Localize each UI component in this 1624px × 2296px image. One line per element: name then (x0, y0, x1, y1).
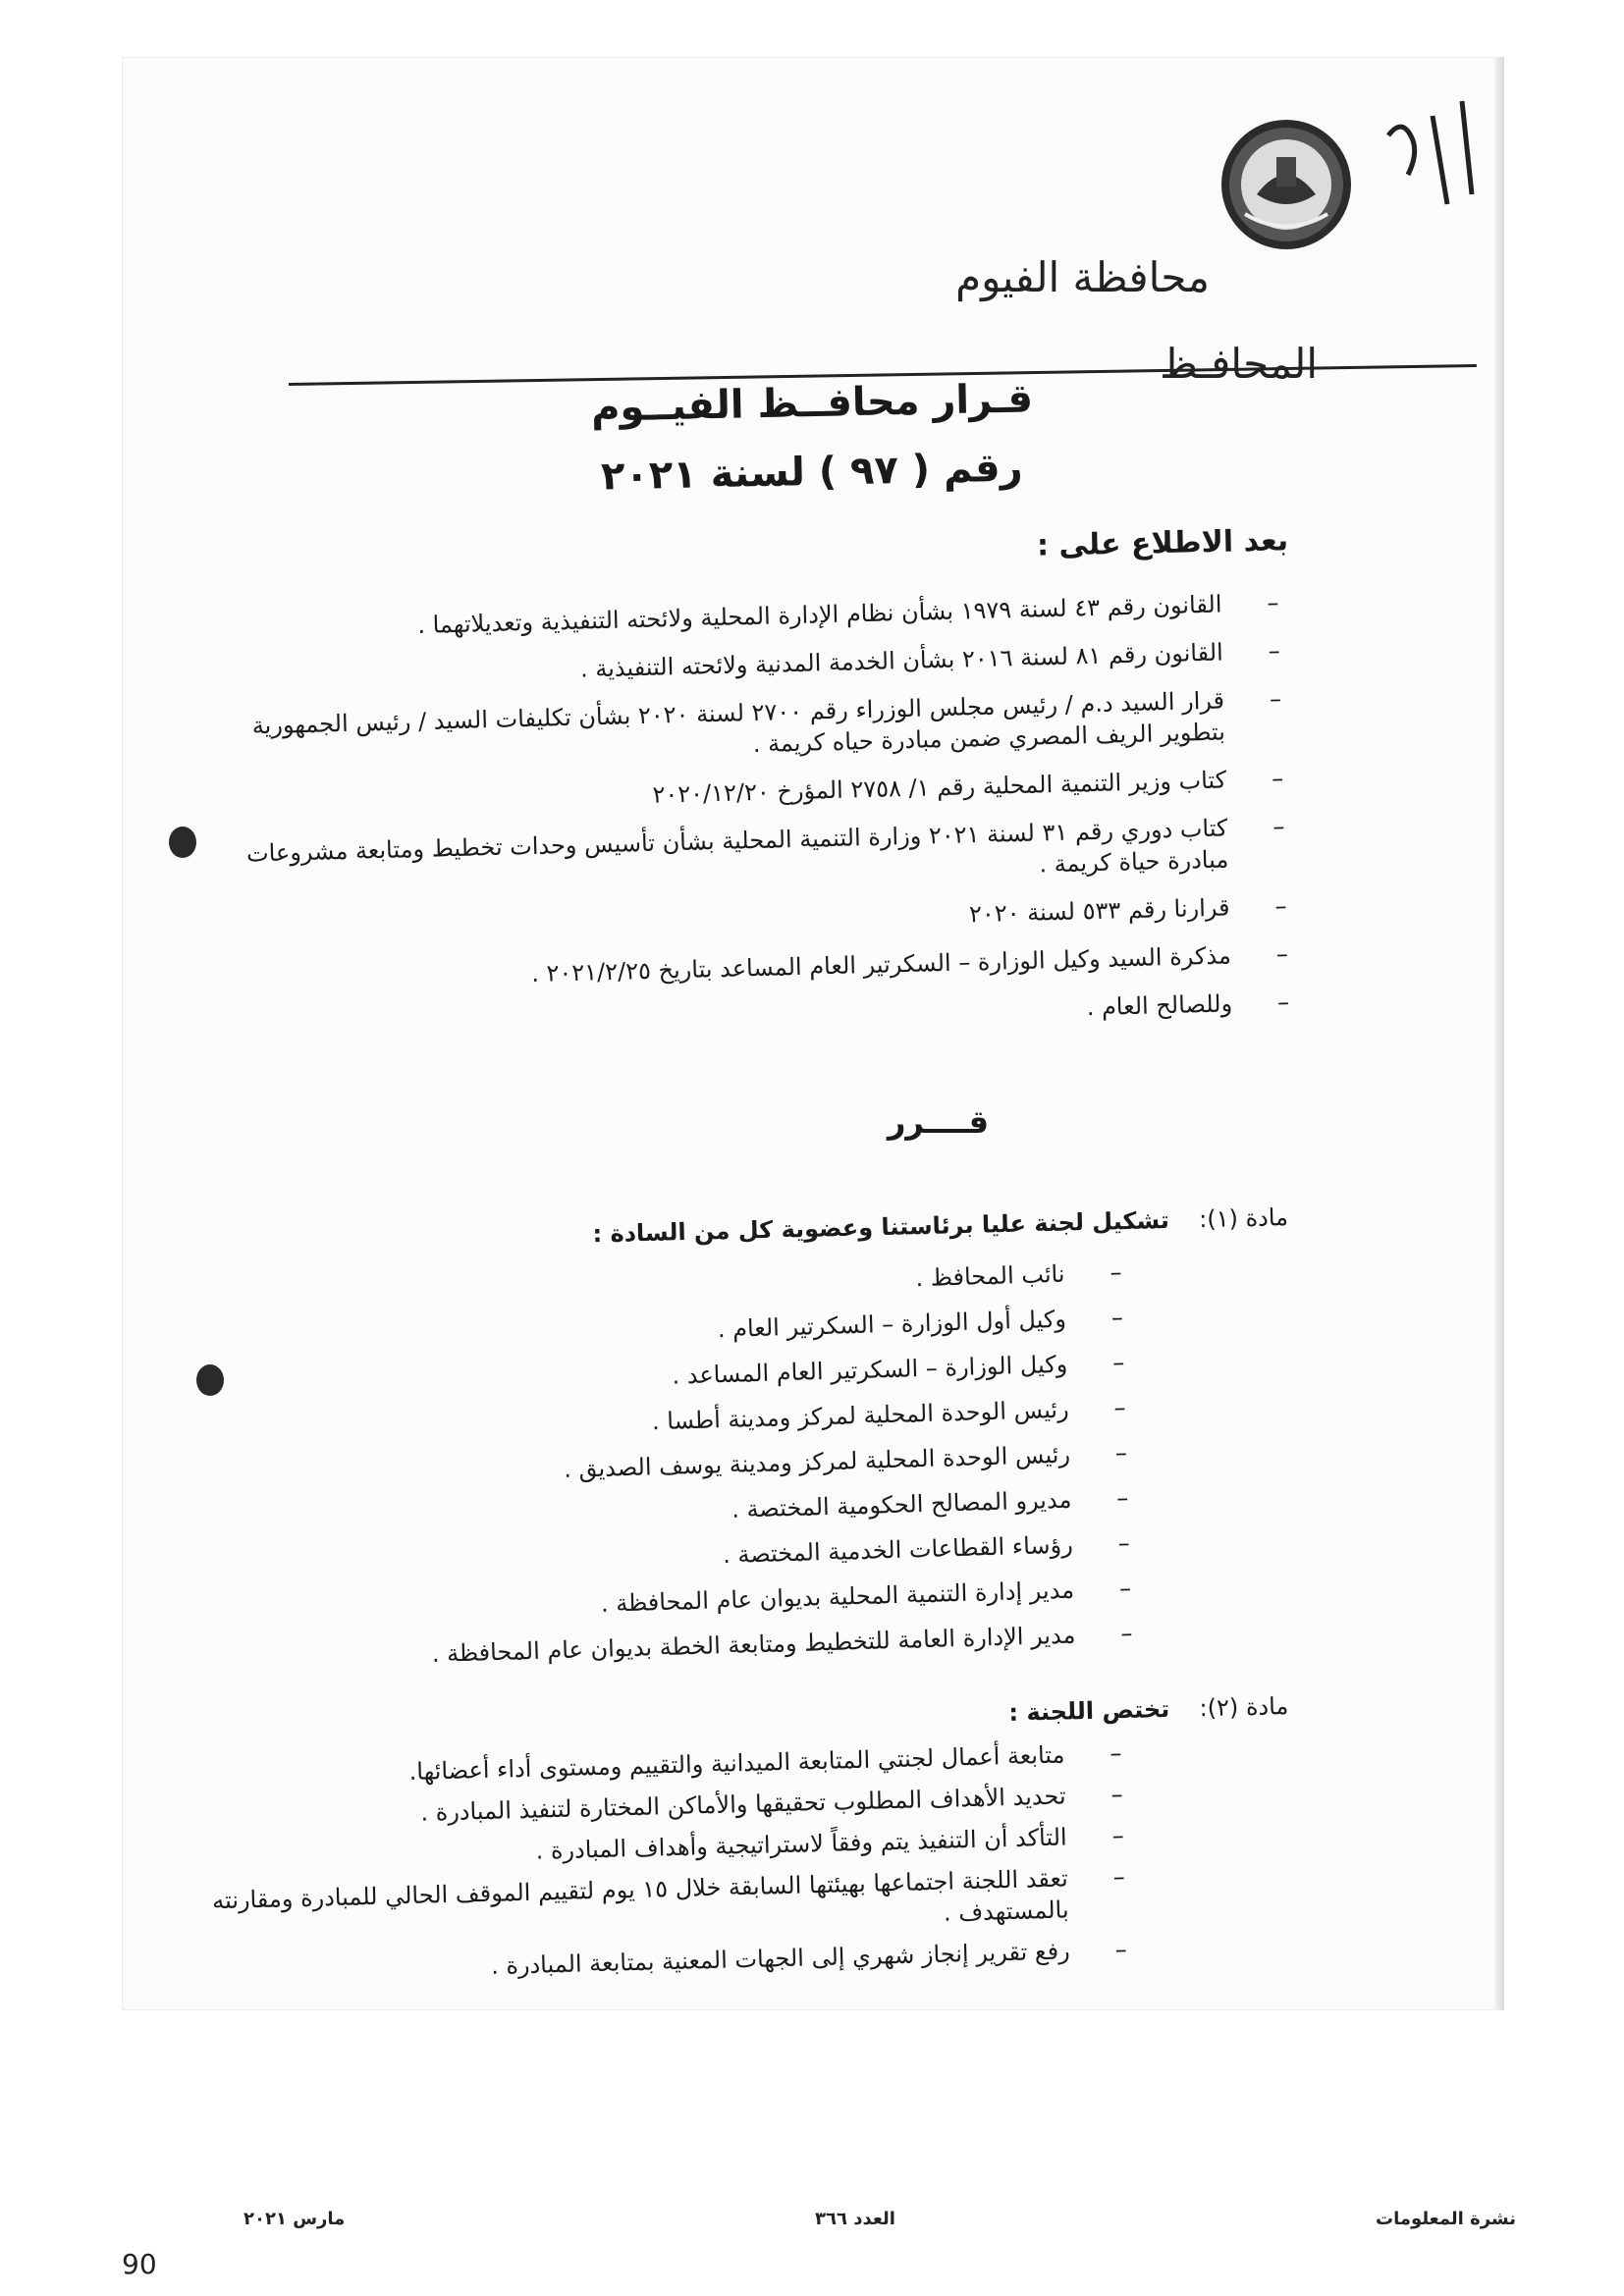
list-item: – التأكد أن التنفيذ يتم وفقاً لاستراتيجية وأهداف المبادرة . (535, 1821, 1124, 1865)
decision-heading: قــــرر (888, 1103, 990, 1141)
references-list (179, 587, 1290, 1063)
binder-hole-icon (196, 1364, 224, 1396)
duty-text: رفع تقرير إنجاز شهري إلى الجهات المعنية بمتابعة المبادرة . (490, 1937, 1071, 1980)
reference-text: مذكرة السيد وكيل الوزارة – السكرتير العام المساعد بتاريخ ٢٠٢١/٢/٢٥ . (530, 941, 1232, 988)
member-text: رئيس الوحدة المحلية لمركز ومدينة يوسف الصديق . (563, 1440, 1071, 1483)
list-item: – رؤساء القطاعات الخدمية المختصة . (722, 1528, 1131, 1570)
list-item: – متابعة أعمال لجنتي المتابعة الميدانية والتقييم ومستوى أداء أعضائها. (408, 1738, 1122, 1786)
list-item: – مدير إدارة التنمية المحلية بديوان عام المحافظة . (600, 1574, 1132, 1618)
footer-date: مارس ٢٠٢١ (244, 2209, 346, 2229)
member-text: وكيل الوزارة – السكرتير العام المساعد . (672, 1350, 1068, 1390)
scanned-document (122, 57, 1504, 2010)
list-item: – مذكرة السيد وكيل الوزارة – السكرتير العام المساعد بتاريخ ٢٠٢١/٢/٢٥ . (530, 939, 1289, 988)
article-1-label: مادة (١): (1199, 1203, 1289, 1234)
reference-text: قرار السيد د.م / رئيس مجلس الوزراء رقم ٢٧٠٠ لسنة ٢٠٢٠ بشأن تكليفات السيد / رئيس الجمهورية بتطوير الريف المصري ضمن مبادرة حياه كريمة . (251, 686, 1226, 759)
list-item: – نائب المحافظ . (915, 1257, 1122, 1293)
list-item: – رفع تقرير إنجاز شهري إلى الجهات المعنية بمتابعة المبادرة . (490, 1935, 1128, 1980)
duty-text: متابعة أعمال لجنتي المتابعة الميدانية والتقييم ومستوى أداء أعضائها. (408, 1740, 1065, 1786)
reference-text: وللصالح العام . (1086, 989, 1233, 1022)
list-item: – وكيل الوزارة – السكرتير العام المساعد . (672, 1348, 1125, 1390)
binder-hole-icon (169, 827, 196, 858)
scan-edge-shadow (1494, 57, 1504, 2010)
committee-members-list (238, 1256, 1133, 1689)
list-item: – مدير الإدارة العامة للتخطيط ومتابعة الخطة بديوان عام المحافظة . (431, 1619, 1133, 1669)
handwritten-mark-icon (1379, 96, 1487, 243)
member-text: رؤساء القطاعات الخدمية المختصة . (722, 1530, 1074, 1570)
reference-text: القانون رقم ٤٣ لسنة ١٩٧٩ بشأن نظام الإدارة المحلية ولائحته التنفيذية وتعديلاتهما . (417, 590, 1222, 639)
list-item: – رئيس الوحدة المحلية لمركز ومدينة أطسا . (651, 1393, 1126, 1436)
reference-text: كتاب دوري رقم ٣١ لسنة ٢٠٢١ وزارة التنمية المحلية بشأن تأسيس وحدات تخطيط ومتابعة مشروعات مبادرة حياة كريمة . (245, 814, 1229, 879)
reference-text: قرارنا رقم ٥٣٣ لسنة ٢٠٢٠ (968, 893, 1230, 929)
committee-duties-list (122, 1737, 1127, 2002)
page-number: 90 (122, 2248, 157, 2280)
footer-publication: نشرة المعلومات (1376, 2209, 1516, 2229)
list-item: – تعقد اللجنة اجتماعها بهيئتها السابقة خلال ١٥ يوم لتقييم الموقف الحالي للمبادرة ومقارنته بالمستهدف . (211, 1862, 1126, 1927)
list-item: – قرارنا رقم ٥٣٣ لسنة ٢٠٢٠ (968, 891, 1287, 929)
member-text: مديرو المصالح الحكومية المختصة . (731, 1485, 1072, 1523)
member-text: نائب المحافظ . (915, 1259, 1065, 1293)
list-item: – القانون رقم ٤٣ لسنة ١٩٧٩ بشأن نظام الإدارة المحلية ولائحته التنفيذية وتعديلاتهما . (417, 588, 1279, 639)
duty-text: تحديد الأهداف المطلوب تحقيقها والأماكن المختارة لتنفيذ المبادرة . (420, 1782, 1066, 1827)
article-1-heading (593, 1203, 1289, 1248)
list-item: – وللصالح العام . (1086, 988, 1290, 1022)
reference-text: القانون رقم ٨١ لسنة ٢٠١٦ بشأن الخدمة المدنية ولائحته التنفيذية . (579, 638, 1224, 683)
list-item: – وكيل أول الوزارة – السكرتير العام . (717, 1303, 1124, 1344)
member-text: مدير الإدارة العامة للتخطيط ومتابعة الخطة بديوان عام المحافظة . (431, 1621, 1076, 1669)
list-item: – مديرو المصالح الحكومية المختصة . (731, 1483, 1129, 1523)
article-1-text: تشكيل لجنة عليا برئاستنا وعضوية كل من السادة : (592, 1205, 1170, 1249)
duty-text: تعقد اللجنة اجتماعها بهيئتها السابقة خلال ١٥ يوم لتقييم الموقف الحالي للمبادرة ومقارنته بالمستهدف . (211, 1864, 1069, 1927)
member-text: رئيس الوحدة المحلية لمركز ومدينة أطسا . (651, 1395, 1070, 1436)
duty-text: التأكد أن التنفيذ يتم وفقاً لاستراتيجية وأهداف المبادرة . (535, 1823, 1068, 1865)
list-item: – كتاب دوري رقم ٣١ لسنة ٢٠٢١ وزارة التنمية المحلية بشأن تأسيس وحدات تخطيط ومتابعة مشروعات مبادرة حياة كريمة . (245, 812, 1285, 879)
reference-text: كتاب وزير التنمية المحلية رقم ١/ ٢٧٥٨ المؤرخ ٢٠٢٠/١٢/٢٠ (652, 766, 1227, 809)
list-item: – كتاب وزير التنمية المحلية رقم ١/ ٢٧٥٨ المؤرخ ٢٠٢٠/١٢/٢٠ (652, 764, 1284, 809)
decision-number: رقم ( ٩٧ ) لسنة ٢٠٢١ (600, 445, 1024, 500)
article-2-heading (1008, 1692, 1289, 1727)
footer-issue: العدد ٣٦٦ (815, 2209, 895, 2229)
article-2-label: مادة (٢): (1199, 1692, 1289, 1723)
list-item: – تحديد الأهداف المطلوب تحقيقها والأماكن المختارة لتنفيذ المبادرة . (420, 1780, 1123, 1827)
list-item: – قرار السيد د.م / رئيس مجلس الوزراء رقم ٢٧٠٠ لسنة ٢٠٢٠ بشأن تكليفات السيد / رئيس الجمهورية بتطوير الريف المصري ضمن مبادرة حياه كريمة . (251, 684, 1282, 759)
governor-title: المحافـظ (1160, 340, 1318, 388)
list-item: – رئيس الوحدة المحلية لمركز ومدينة يوسف الصديق . (563, 1438, 1128, 1483)
references-intro: بعد الاطلاع على : (1036, 523, 1289, 563)
list-item: – القانون رقم ٨١ لسنة ٢٠١٦ بشأن الخدمة المدنية ولائحته التنفيذية . (579, 636, 1281, 683)
governorate-name: محافظة الفيوم (955, 253, 1210, 301)
governorate-seal-icon (1218, 116, 1355, 253)
member-text: مدير إدارة التنمية المحلية بديوان عام المحافظة . (600, 1575, 1075, 1618)
decision-title: قـرار محافــظ الفيــوم (590, 376, 1034, 431)
member-text: وكيل أول الوزارة – السكرتير العام . (717, 1305, 1067, 1344)
article-2-text: تختص اللجنة : (1008, 1694, 1170, 1727)
